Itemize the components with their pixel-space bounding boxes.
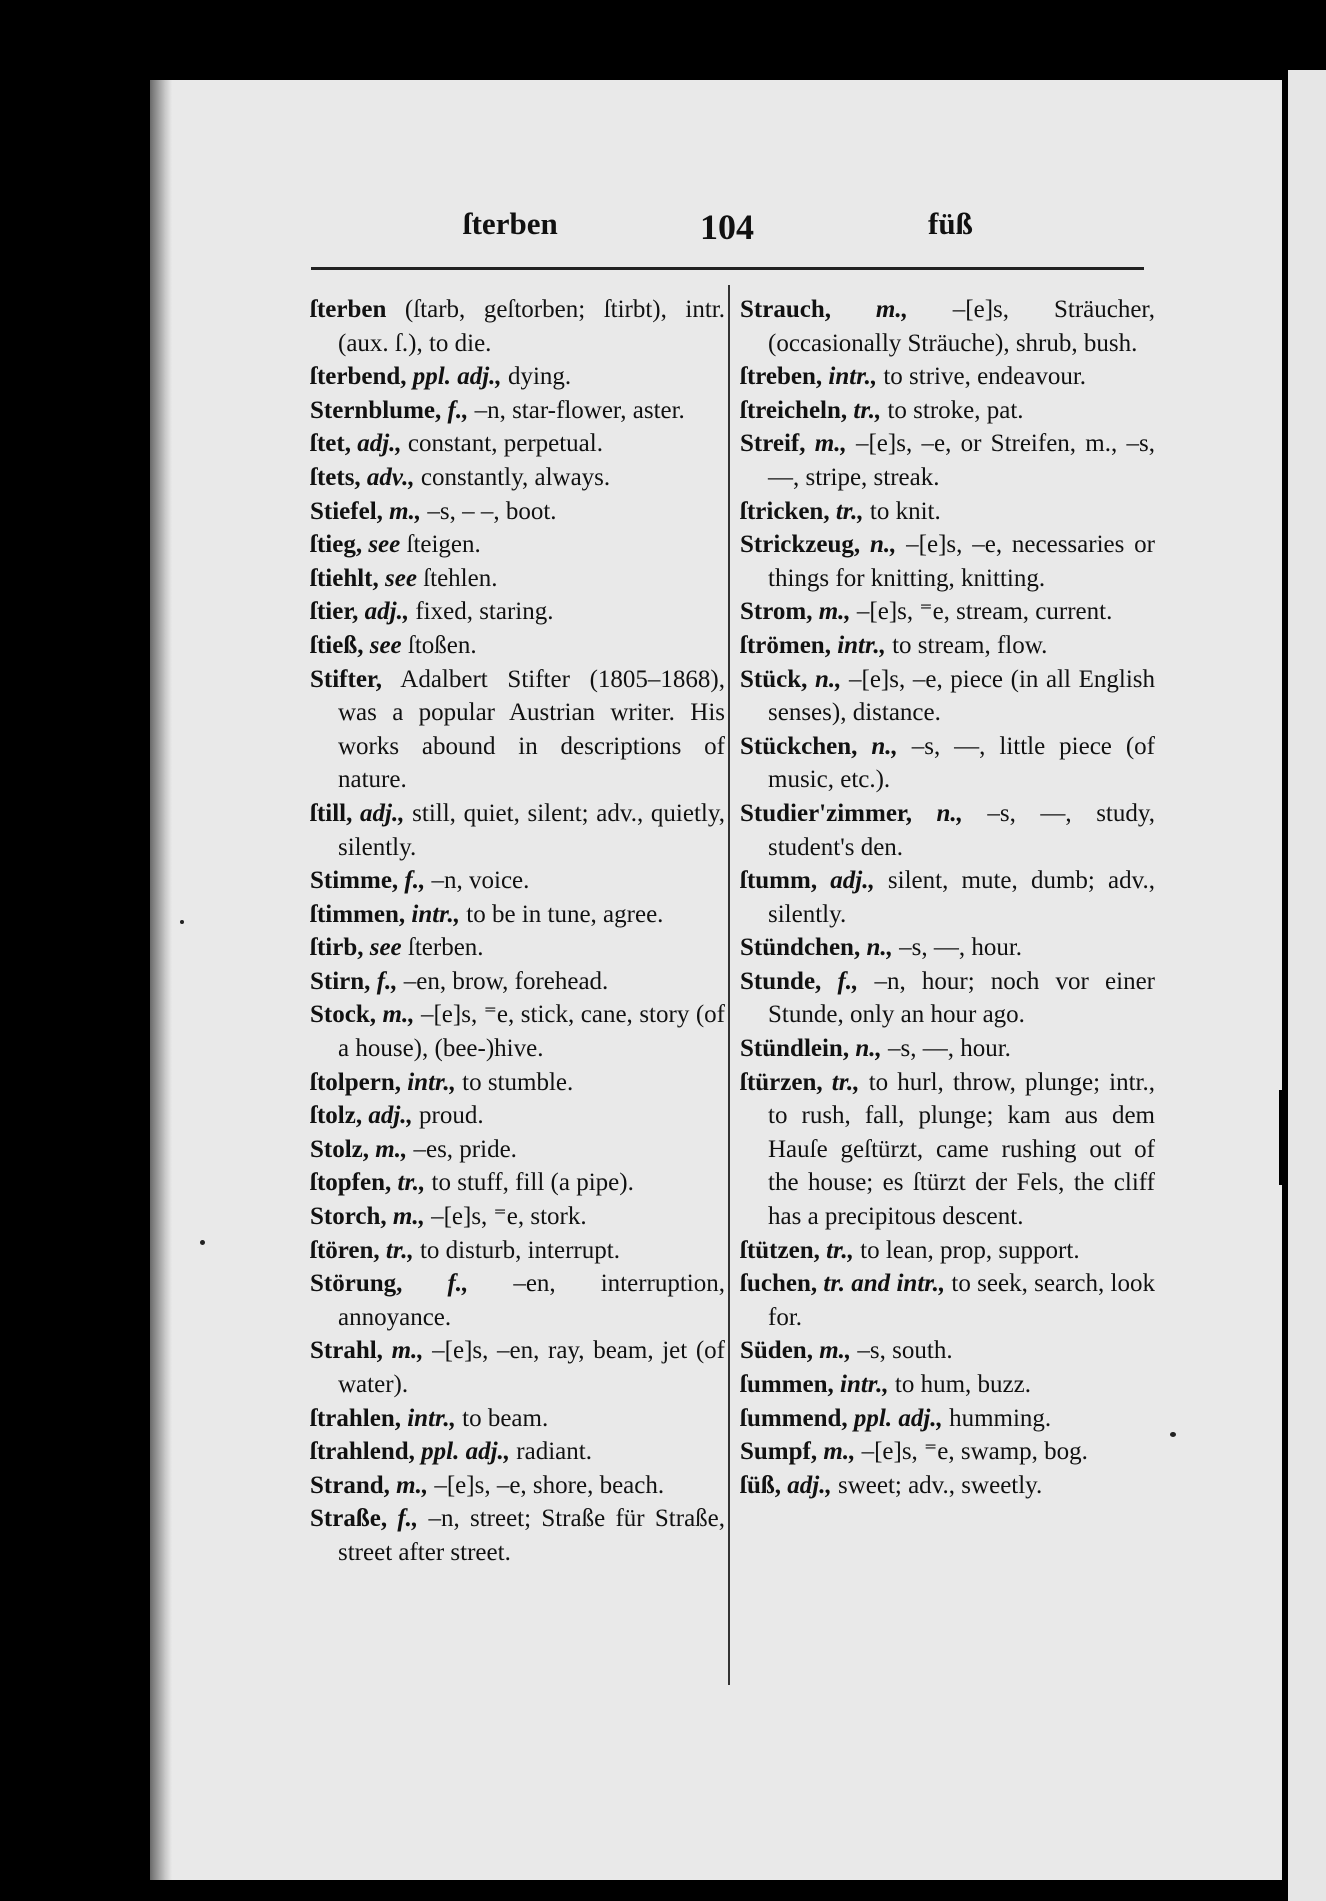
entry-headword: ſtieß, <box>310 631 364 659</box>
entry-definition: to hurl, throw, plunge; intr., to rush, fall, plunge; kam aus dem Hauſe geſtürzt, came rushing out of the house; es ſtürzt der Fels, the cliff has a precipitous descent. <box>768 1068 1155 1231</box>
dictionary-entry <box>740 394 1155 428</box>
facing-page-mark <box>1279 1090 1287 1185</box>
entry-definition: –[e]s, ⁼e, stick, cane, story (of a house), (bee-)hive. <box>338 1001 725 1063</box>
entry-headword: ſuchen, <box>740 1270 818 1298</box>
dictionary-entry <box>310 495 725 529</box>
entry-headword: Stifter, <box>310 665 382 693</box>
entry-headword: Stolz, <box>310 1135 370 1163</box>
column-divider <box>728 285 730 1685</box>
dictionary-entry <box>740 629 1155 663</box>
scan-speck <box>200 1240 205 1245</box>
entry-headword: Stück, <box>740 665 808 693</box>
dictionary-entry <box>310 998 725 1065</box>
entry-definition: –s, —, study, student's den. <box>768 799 1156 861</box>
entry-definition: (ſtarb, geſtorben; ſtirbt), intr. (aux. ſ.), to die. <box>338 296 725 357</box>
entry-headword: ſtimmen, <box>310 900 406 928</box>
entry-definition: –n, star-flower, aster. <box>468 396 685 424</box>
entry-grammar: see <box>378 564 417 592</box>
dictionary-entry <box>310 461 725 495</box>
dictionary-entry <box>310 1099 725 1133</box>
dictionary-entry <box>740 528 1155 595</box>
entry-grammar: f., <box>821 967 859 995</box>
entry-headword: Stimme, <box>310 867 399 895</box>
entry-headword: Stückchen, <box>740 732 858 760</box>
entry-grammar: adj., <box>350 430 402 458</box>
entry-definition: to stuff, fill (a pipe). <box>425 1169 634 1197</box>
entry-grammar: m., <box>375 1001 415 1029</box>
entry-definition: silent, mute, dumb; adv., silently. <box>768 867 1155 928</box>
entry-definition: to seek, search, look for. <box>768 1270 1155 1331</box>
dictionary-entry <box>740 730 1155 797</box>
dictionary-entry <box>310 528 725 562</box>
entry-headword: ſterbend, <box>310 363 407 391</box>
entry-definition: sweet; adv., sweetly. <box>831 1471 1043 1499</box>
entry-grammar: adj., <box>362 1102 413 1130</box>
entry-grammar: intr., <box>822 363 878 391</box>
entry-headword: ſtets, <box>310 463 361 491</box>
entry-headword: Störung, <box>310 1270 403 1298</box>
entry-grammar: tr., <box>391 1169 426 1197</box>
entry-grammar: see <box>362 531 401 559</box>
entry-grammar: m., <box>382 497 422 525</box>
entry-definition: –en, brow, forehead. <box>397 967 609 995</box>
dictionary-entry <box>310 1200 725 1234</box>
dictionary-entry <box>310 1267 725 1334</box>
dictionary-entry <box>310 864 725 898</box>
entry-headword: Süden, <box>740 1337 813 1365</box>
entry-headword: ſtrömen, <box>740 631 831 659</box>
entry-definition: –[e]s, –e, shore, beach. <box>428 1471 665 1499</box>
dictionary-entry <box>310 595 725 629</box>
dictionary-entry <box>310 427 725 461</box>
entry-headword: ſtier, <box>310 598 359 626</box>
dictionary-entry <box>310 1166 725 1200</box>
dictionary-entry <box>310 965 725 999</box>
dictionary-entry <box>740 1066 1155 1234</box>
dictionary-entry <box>310 1234 725 1268</box>
entry-definition: –s, – –, boot. <box>421 497 557 525</box>
entry-definition: to hum, buzz. <box>888 1371 1031 1398</box>
entry-grammar: adj., <box>781 1471 832 1499</box>
entry-definition: –[e]s, –e, piece (in all English senses), distance. <box>768 665 1155 727</box>
entry-headword: ſtricken, <box>740 497 830 525</box>
entry-definition: proud. <box>412 1102 484 1130</box>
entry-grammar: n., <box>807 665 842 693</box>
entry-definition: –[e]s, ⁼e, stork. <box>424 1203 587 1231</box>
entry-headword: ſtolz, <box>310 1102 363 1130</box>
entry-definition: ſteigen. <box>400 531 481 559</box>
scan-shadow-edge <box>150 80 172 1880</box>
entry-grammar: tr., <box>822 1068 860 1096</box>
header-rule <box>311 267 1144 270</box>
entry-grammar: f., <box>441 396 469 424</box>
entry-grammar: tr., <box>379 1236 414 1264</box>
entry-headword: ſtirb, <box>310 934 364 962</box>
entry-definition: to beam. <box>455 1404 549 1432</box>
entry-definition: –en, interruption, annoyance. <box>338 1270 725 1331</box>
entry-headword: Sumpf, <box>740 1438 818 1466</box>
entry-definition: to stream, flow. <box>885 631 1048 659</box>
entry-headword: ſtill, <box>310 799 353 827</box>
entry-headword: Strand, <box>310 1471 390 1499</box>
dictionary-entry <box>310 931 725 965</box>
entry-definition: –n, hour; noch vor einer Stunde, only an hour ago. <box>768 967 1156 1029</box>
scan-speck <box>1170 1432 1176 1437</box>
entry-definition: to disturb, interrupt. <box>413 1236 620 1264</box>
dictionary-entry <box>740 1267 1155 1334</box>
running-head-right: füß <box>928 206 973 241</box>
entry-headword: ſtören, <box>310 1236 380 1264</box>
entry-headword: ſtiehlt, <box>310 564 379 592</box>
entry-grammar: see <box>363 631 402 659</box>
dictionary-entry <box>310 1502 725 1569</box>
entry-definition: ſtoßen. <box>401 631 477 659</box>
entry-headword: Strickzeug, <box>740 531 861 559</box>
entry-grammar: f., <box>398 867 426 895</box>
entry-definition: constantly, always. <box>414 463 611 491</box>
dictionary-entry <box>740 1435 1155 1469</box>
dictionary-entry <box>310 898 725 932</box>
entry-headword: ſtützen, <box>740 1236 820 1264</box>
entry-headword: ſummen, <box>740 1371 834 1398</box>
entry-definition: –[e]s, –e, necessaries or things for knitting, knitting. <box>768 531 1155 592</box>
dictionary-entry <box>310 394 725 428</box>
entry-headword: ſüß, <box>740 1471 782 1499</box>
page-gutter <box>1282 70 1288 1901</box>
dictionary-entry <box>310 293 725 360</box>
entry-headword: ſtieg, <box>310 531 363 559</box>
entry-grammar: m., <box>817 1438 856 1466</box>
dictionary-entry <box>740 931 1155 965</box>
entry-definition: to strive, endeavour. <box>877 363 1087 391</box>
entry-grammar: n., <box>860 934 893 962</box>
entry-definition: –s, —, hour. <box>881 1035 1011 1063</box>
entry-definition: fixed, staring. <box>409 598 554 626</box>
entry-grammar: tr., <box>819 1236 854 1264</box>
entry-definition: to stumble. <box>455 1068 574 1096</box>
entry-grammar: m., <box>812 598 851 626</box>
dictionary-entry <box>310 1334 725 1401</box>
entry-headword: Studier'zimmer, <box>740 799 912 827</box>
entry-headword: Strauch, <box>740 296 831 323</box>
dictionary-entry <box>310 1469 725 1503</box>
dictionary-entry <box>740 663 1155 730</box>
dictionary-entry <box>310 1402 725 1436</box>
entry-grammar: m., <box>386 1203 425 1231</box>
entry-headword: Storch, <box>310 1203 387 1231</box>
entry-definition: –[e]s, –en, ray, beam, jet (of water). <box>338 1337 725 1398</box>
dictionary-entry <box>740 360 1155 394</box>
page-number: 104 <box>700 207 754 247</box>
entry-grammar: m., <box>389 1471 429 1499</box>
dictionary-entry <box>310 1133 725 1167</box>
entry-grammar: ppl. adj., <box>847 1404 943 1432</box>
right-column <box>740 293 1155 1502</box>
entry-headword: Stock, <box>310 1001 376 1029</box>
dictionary-entry <box>310 1435 725 1469</box>
dictionary-entry <box>740 1469 1155 1503</box>
entry-definition: ſterben. <box>401 934 484 962</box>
entry-headword: ſtrahlend, <box>310 1438 415 1466</box>
scan-speck <box>180 920 184 924</box>
dictionary-entry <box>310 797 725 864</box>
entry-definition: –s, —, hour. <box>892 934 1023 962</box>
dictionary-entry <box>740 1368 1155 1402</box>
dictionary-entry <box>740 797 1155 864</box>
dictionary-entry <box>310 360 725 394</box>
entry-headword: ſtreicheln, <box>740 396 848 424</box>
entry-headword: ſtolpern, <box>310 1068 401 1096</box>
entry-headword: Strahl, <box>310 1337 383 1365</box>
dictionary-entry <box>310 562 725 596</box>
running-head-left: ſterben <box>463 206 558 241</box>
entry-headword: Straße, <box>310 1505 388 1533</box>
entry-headword: ſtopfen, <box>310 1169 392 1197</box>
entry-grammar: intr., <box>400 1404 456 1432</box>
entry-definition: constant, perpetual. <box>401 430 603 458</box>
entry-headword: Strom, <box>740 598 813 626</box>
entry-headword: ſtreben, <box>740 363 823 391</box>
entry-grammar: m., <box>830 296 908 323</box>
entry-grammar: adj., <box>817 867 875 895</box>
entry-grammar: intr., <box>400 1068 456 1096</box>
entry-grammar: see <box>363 934 402 962</box>
dictionary-entry <box>740 1334 1155 1368</box>
entry-definition: –[e]s, ⁼e, stream, current. <box>850 598 1113 626</box>
entry-grammar: intr., <box>830 631 886 659</box>
facing-page-edge <box>1285 70 1326 1901</box>
entry-grammar: ppl. adj., <box>406 363 502 391</box>
entry-grammar: ppl. adj., <box>414 1438 511 1466</box>
left-column <box>310 293 725 1570</box>
entry-grammar: adv., <box>360 463 415 491</box>
entry-definition: –n, street; Straße für Straße, street after street. <box>338 1505 726 1566</box>
entry-headword: Stiefel, <box>310 497 383 525</box>
entry-definition: –[e]s, ⁼e, swamp, bog. <box>855 1438 1088 1466</box>
entry-headword: ſtürzen, <box>740 1068 823 1096</box>
dictionary-entry <box>740 965 1155 1032</box>
entry-definition: humming. <box>942 1404 1052 1432</box>
dictionary-entry <box>740 495 1155 529</box>
entry-grammar: n., <box>860 531 897 559</box>
entry-definition: ſtehlen. <box>416 564 498 592</box>
dictionary-entry <box>740 864 1155 931</box>
entry-headword: Stirn, <box>310 967 371 995</box>
entry-grammar: f., <box>402 1270 469 1298</box>
entry-grammar: n., <box>857 732 898 760</box>
entry-headword: ſtet, <box>310 430 351 458</box>
entry-definition: –n, voice. <box>425 867 530 895</box>
dictionary-entry <box>740 427 1155 494</box>
entry-headword: ſummend, <box>740 1404 848 1432</box>
entry-grammar: n., <box>911 799 963 827</box>
entry-definition: still, quiet, silent; adv., quietly, silently. <box>338 799 725 861</box>
entry-definition: –[e]s, –e, or Streifen, m., –s, —, stripe, streak. <box>768 430 1155 491</box>
dictionary-entry <box>310 629 725 663</box>
entry-definition: Adalbert Stifter (1805–1868), was a popular Austrian writer. His works abound in descriptions of nature. <box>338 665 725 794</box>
entry-grammar: adj., <box>352 799 405 827</box>
entry-grammar: n., <box>849 1035 882 1063</box>
entry-grammar: tr., <box>847 396 882 424</box>
dictionary-entry <box>740 595 1155 629</box>
entry-grammar: intr., <box>405 900 461 928</box>
entry-definition: to stroke, pat. <box>881 396 1024 424</box>
entry-definition: –[e]s, Sträucher, (occasionally Sträuche), shrub, bush. <box>768 296 1156 357</box>
entry-headword: Streif, <box>740 430 806 458</box>
dictionary-entry <box>740 293 1155 360</box>
entry-grammar: intr., <box>833 1371 889 1398</box>
dictionary-entry <box>740 1402 1155 1436</box>
entry-grammar: f., <box>387 1505 419 1533</box>
entry-headword: Stunde, <box>740 967 822 995</box>
dictionary-entry <box>310 1066 725 1100</box>
entry-headword: Sternblume, <box>310 396 442 424</box>
entry-grammar: f., <box>370 967 398 995</box>
dictionary-entry <box>310 663 725 797</box>
entry-headword: Stündlein, <box>740 1035 850 1063</box>
entry-headword: ſtumm, <box>740 867 818 895</box>
entry-definition: to knit. <box>863 497 941 525</box>
entry-headword: ſtrahlen, <box>310 1404 401 1432</box>
entry-grammar: m., <box>382 1337 424 1365</box>
entry-headword: Stündchen, <box>740 934 861 962</box>
entry-definition: –s, south. <box>851 1337 953 1365</box>
dictionary-entry <box>740 1234 1155 1268</box>
entry-grammar: m., <box>369 1135 408 1163</box>
entry-grammar: adj., <box>358 598 410 626</box>
entry-definition: to lean, prop, support. <box>853 1236 1080 1264</box>
entry-definition: –s, —, little piece (of music, etc.). <box>768 732 1155 794</box>
entry-headword: ſterben <box>310 296 387 323</box>
entry-grammar: m., <box>805 430 847 458</box>
entry-definition: radiant. <box>510 1438 592 1466</box>
entry-definition: to be in tune, agree. <box>460 900 664 928</box>
entry-grammar: tr. and intr., <box>817 1270 946 1298</box>
dictionary-entry <box>740 1032 1155 1066</box>
entry-grammar: tr., <box>829 497 864 525</box>
entry-definition: –es, pride. <box>407 1135 517 1163</box>
entry-definition: dying. <box>501 363 572 391</box>
entry-grammar: m., <box>812 1337 852 1365</box>
